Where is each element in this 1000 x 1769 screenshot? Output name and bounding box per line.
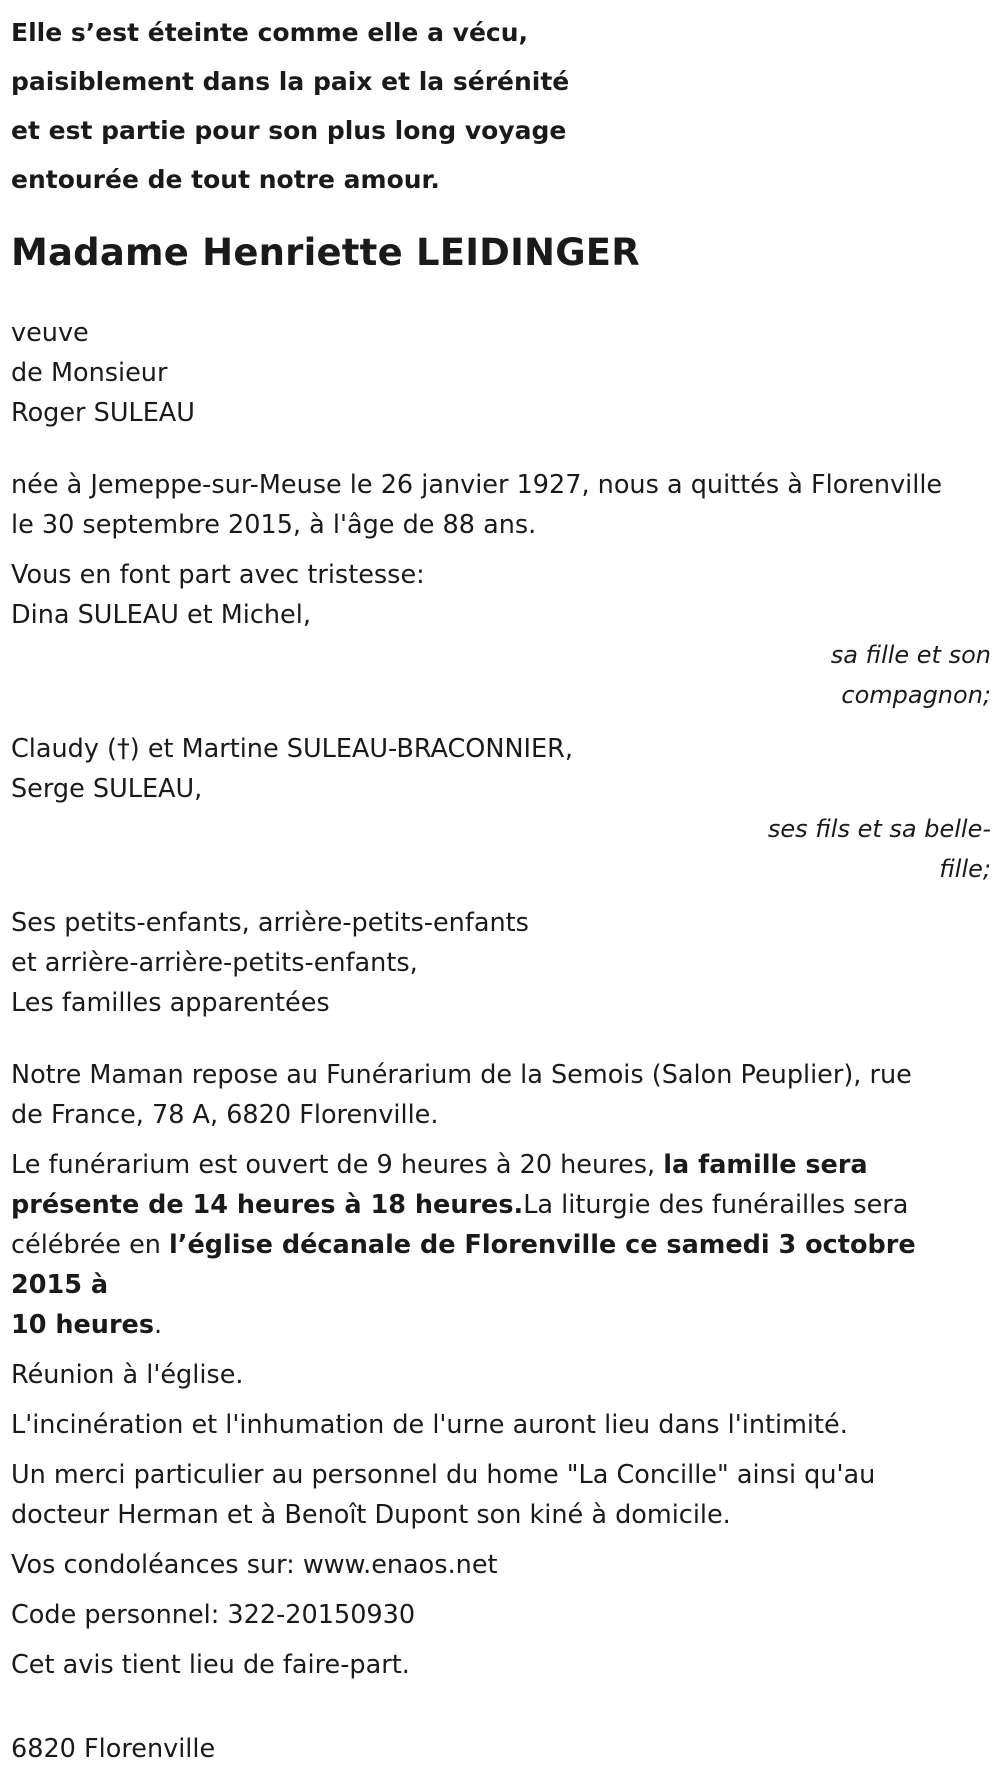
schedule-text: Le funérarium est ouvert de 9 heures à 20 heures, bbox=[11, 1150, 664, 1180]
schedule-text: La liturgie des funérailles sera bbox=[523, 1190, 909, 1220]
condolences-info: Vos condoléances sur: www.enaos.net bbox=[11, 1550, 498, 1580]
daughter-role bbox=[761, 635, 991, 715]
schedule-bold: 10 heures bbox=[11, 1310, 155, 1340]
spouse-line: de Monsieur bbox=[11, 358, 168, 388]
announcement-intro: Vous en font part avec tristesse: bbox=[11, 560, 425, 590]
spouse-line: veuve bbox=[11, 318, 89, 348]
role-line: sa fille et son bbox=[830, 641, 991, 669]
schedule-text: célébrée en bbox=[11, 1230, 170, 1260]
birth-death-line: née à Jemeppe-sur-Meuse le 26 janvier 1927, nous a quittés à Florenville bbox=[11, 470, 943, 500]
funerarium-line: de France, 78 A, 6820 Florenville. bbox=[11, 1100, 439, 1130]
poem-line: et est partie pour son plus long voyage bbox=[11, 116, 567, 145]
funerarium-info bbox=[11, 1055, 991, 1135]
family-others-line: Ses petits-enfants, arrière-petits-enfants bbox=[11, 908, 529, 938]
thanks-info bbox=[11, 1455, 991, 1535]
role-line: ses fils et sa belle- bbox=[767, 815, 991, 843]
funerarium-line: Notre Maman repose au Funérarium de la Semois (Salon Peuplier), rue bbox=[11, 1060, 912, 1090]
family-daughter: Dina SULEAU et Michel, bbox=[11, 600, 311, 630]
personal-code: Code personnel: 322-20150930 bbox=[11, 1600, 416, 1630]
spouse-info bbox=[11, 313, 991, 433]
family-section bbox=[11, 555, 991, 1023]
obituary-notice bbox=[11, 0, 991, 1769]
schedule-info bbox=[11, 1145, 991, 1345]
thanks-line: Un merci particulier au personnel du home "La Concille" ainsi qu'au bbox=[11, 1460, 876, 1490]
role-line: compagnon; bbox=[841, 681, 991, 709]
incineration-info: L'incinération et l'inhumation de l'urne auront lieu dans l'intimité. bbox=[11, 1410, 848, 1440]
birth-death-line: le 30 septembre 2015, à l'âge de 88 ans. bbox=[11, 510, 537, 540]
schedule-bold: présente de 14 heures à 18 heures. bbox=[11, 1190, 524, 1220]
deceased-name: Madame Henriette LEIDINGER bbox=[11, 231, 640, 274]
schedule-text: . bbox=[154, 1310, 163, 1340]
family-son: Claudy (†) et Martine SULEAU-BRACONNIER, bbox=[11, 734, 573, 764]
sons-role bbox=[731, 809, 991, 889]
birth-death-info bbox=[11, 465, 991, 545]
poem-line: Elle s’est éteinte comme elle a vécu, bbox=[11, 18, 529, 47]
poem-line: entourée de tout notre amour. bbox=[11, 165, 440, 194]
role-line: fille; bbox=[939, 855, 991, 883]
schedule-bold: la famille sera bbox=[663, 1150, 868, 1180]
poem-line: paisiblement dans la paix et la sérénité bbox=[11, 67, 570, 96]
notice-info: Cet avis tient lieu de faire-part. bbox=[11, 1650, 410, 1680]
family-others-line: Les familles apparentées bbox=[11, 988, 330, 1018]
address: 6820 Florenville bbox=[11, 1734, 216, 1764]
reunion-info: Réunion à l'église. bbox=[11, 1360, 244, 1390]
poem bbox=[11, 8, 991, 204]
spouse-line: Roger SULEAU bbox=[11, 398, 195, 428]
schedule-bold: l’église décanale de Florenville ce samedi 3 octobre 2015 à bbox=[11, 1230, 916, 1300]
family-son: Serge SULEAU, bbox=[11, 774, 203, 804]
family-others-line: et arrière-arrière-petits-enfants, bbox=[11, 948, 418, 978]
thanks-line: docteur Herman et à Benoît Dupont son kiné à domicile. bbox=[11, 1500, 731, 1530]
